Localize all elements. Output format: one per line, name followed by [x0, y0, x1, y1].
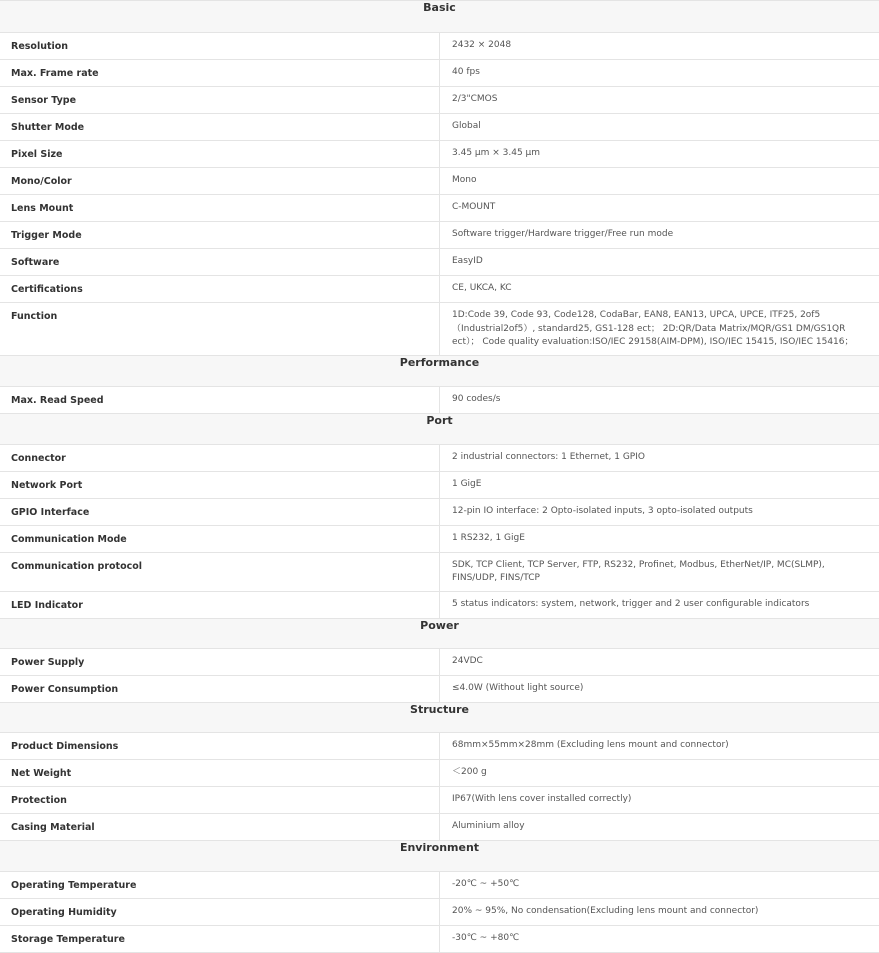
- section-title: Environment: [0, 840, 879, 871]
- spec-value: IP67(With lens cover installed correctly): [440, 786, 879, 813]
- section-title: Structure: [0, 702, 879, 732]
- section-title: Basic: [0, 1, 879, 33]
- spec-row: [0, 222, 879, 249]
- spec-value: 1 RS232, 1 GigE: [440, 525, 879, 552]
- spec-row: [0, 444, 879, 471]
- spec-label: Max. Frame rate: [0, 60, 440, 87]
- spec-label: Lens Mount: [0, 195, 440, 222]
- spec-row: [0, 552, 879, 591]
- section-title: Port: [0, 413, 879, 444]
- spec-value: 2/3"CMOS: [440, 87, 879, 114]
- spec-row: [0, 141, 879, 168]
- spec-label: Pixel Size: [0, 141, 440, 168]
- spec-label: Operating Temperature: [0, 871, 440, 898]
- spec-row: [0, 249, 879, 276]
- spec-row: [0, 168, 879, 195]
- spec-label: Storage Temperature: [0, 925, 440, 952]
- spec-label: Resolution: [0, 33, 440, 60]
- spec-row: [0, 675, 879, 702]
- spec-label: Network Port: [0, 471, 440, 498]
- spec-row: [0, 871, 879, 898]
- spec-value: SDK, TCP Client, TCP Server, FTP, RS232, Profinet, Modbus, EtherNet/IP, MC(SLMP), FINS/UDP, FINS/TCP: [440, 552, 879, 591]
- spec-row: [0, 33, 879, 60]
- spec-value: 1 GigE: [440, 471, 879, 498]
- spec-label: Protection: [0, 786, 440, 813]
- spec-label: Mono/Color: [0, 168, 440, 195]
- spec-value: 3.45 μm × 3.45 μm: [440, 141, 879, 168]
- spec-row: [0, 813, 879, 840]
- spec-value: Software trigger/Hardware trigger/Free run mode: [440, 222, 879, 249]
- spec-label: Casing Material: [0, 813, 440, 840]
- spec-value: 5 status indicators: system, network, trigger and 2 user configurable indicators: [440, 591, 879, 618]
- spec-row: [0, 648, 879, 675]
- spec-value: Aluminium alloy: [440, 813, 879, 840]
- spec-label: Sensor Type: [0, 87, 440, 114]
- spec-label: Software: [0, 249, 440, 276]
- spec-label: Certifications: [0, 276, 440, 303]
- spec-value: 24VDC: [440, 648, 879, 675]
- spec-row: [0, 732, 879, 759]
- spec-row: [0, 498, 879, 525]
- spec-row: [0, 786, 879, 813]
- spec-value: -30℃ ~ +80℃: [440, 925, 879, 952]
- spec-value: ≤4.0W (Without light source): [440, 675, 879, 702]
- section-header-port: [0, 413, 879, 444]
- spec-value: 40 fps: [440, 60, 879, 87]
- spec-row: [0, 759, 879, 786]
- spec-value: 2432 × 2048: [440, 33, 879, 60]
- section-title: Power: [0, 618, 879, 648]
- spec-value: Mono: [440, 168, 879, 195]
- spec-value: 2 industrial connectors: 1 Ethernet, 1 GPIO: [440, 444, 879, 471]
- spec-body: [0, 1, 879, 953]
- spec-row: [0, 303, 879, 356]
- spec-label: Function: [0, 303, 440, 356]
- spec-value: CE, UKCA, KC: [440, 276, 879, 303]
- spec-row: [0, 471, 879, 498]
- spec-label: Power Supply: [0, 648, 440, 675]
- spec-value: 68mm×55mm×28mm (Excluding lens mount and connector): [440, 732, 879, 759]
- spec-row: [0, 60, 879, 87]
- section-header-environment: [0, 840, 879, 871]
- spec-label: Max. Read Speed: [0, 386, 440, 413]
- spec-row: [0, 195, 879, 222]
- spec-label: Communication Mode: [0, 525, 440, 552]
- spec-label: Trigger Mode: [0, 222, 440, 249]
- spec-value: EasyID: [440, 249, 879, 276]
- section-header-structure: [0, 702, 879, 732]
- spec-row: [0, 386, 879, 413]
- spec-label: GPIO Interface: [0, 498, 440, 525]
- section-title: Performance: [0, 355, 879, 386]
- spec-label: Operating Humidity: [0, 898, 440, 925]
- spec-row: [0, 87, 879, 114]
- spec-value: 90 codes/s: [440, 386, 879, 413]
- spec-row: [0, 925, 879, 952]
- spec-value: -20℃ ~ +50℃: [440, 871, 879, 898]
- spec-label: Connector: [0, 444, 440, 471]
- section-header-power: [0, 618, 879, 648]
- spec-value: ＜200 g: [440, 759, 879, 786]
- spec-label: Communication protocol: [0, 552, 440, 591]
- spec-row: [0, 276, 879, 303]
- spec-label: LED Indicator: [0, 591, 440, 618]
- spec-label: Product Dimensions: [0, 732, 440, 759]
- spec-value: Global: [440, 114, 879, 141]
- spec-row: [0, 114, 879, 141]
- spec-row: [0, 591, 879, 618]
- spec-label: Net Weight: [0, 759, 440, 786]
- section-header-basic: [0, 1, 879, 33]
- spec-row: [0, 525, 879, 552]
- spec-value: 20% ~ 95%, No condensation(Excluding lens mount and connector): [440, 898, 879, 925]
- spec-value: C-MOUNT: [440, 195, 879, 222]
- spec-label: Shutter Mode: [0, 114, 440, 141]
- spec-label: Power Consumption: [0, 675, 440, 702]
- spec-value: 1D:Code 39, Code 93, Code128, CodaBar, EAN8, EAN13, UPCA, UPCE, ITF25, 2of5（Industrial2of5）, standard25, GS1-128 ect； 2D:QR/Data Matrix/MQR/GS1 DM/GS1QR ect）； Code quality evaluation:ISO/IEC 29158(AIM-DPM), ISO/IEC 15415, ISO/IEC 15416；: [440, 303, 879, 356]
- spec-row: [0, 898, 879, 925]
- section-header-performance: [0, 355, 879, 386]
- spec-value: 12-pin IO interface: 2 Opto-isolated inputs, 3 opto-isolated outputs: [440, 498, 879, 525]
